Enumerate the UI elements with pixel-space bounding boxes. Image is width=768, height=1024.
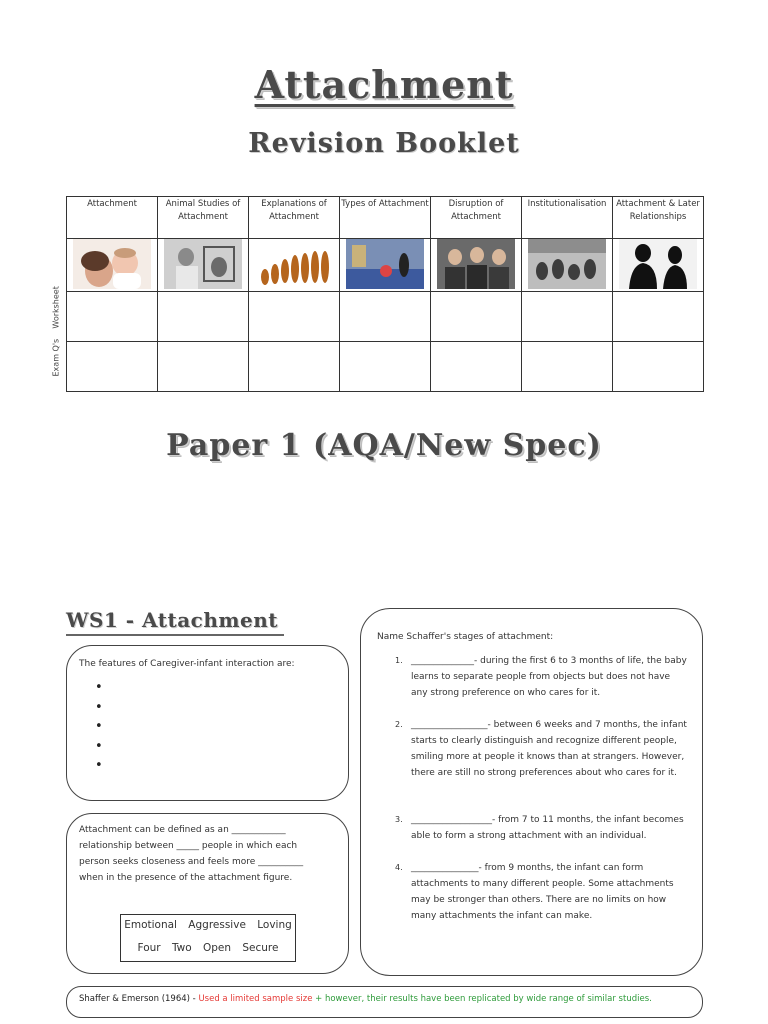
row-label-worksheet: Worksheet — [51, 286, 61, 329]
topic-header-institutionalisation: Institutionalisation — [522, 197, 613, 239]
worksheet-cell[interactable] — [431, 292, 522, 342]
topic-image-cell — [522, 239, 613, 292]
evaluation-study: Shaffer & Emerson (1964) - — [79, 994, 199, 1004]
schaffer-stages-box — [360, 608, 703, 976]
stages-label: Name Schaffer's stages of attachment: — [377, 632, 554, 642]
stage-number: 1. — [395, 656, 403, 665]
exam-question-cell[interactable] — [431, 342, 522, 392]
exam-question-cell[interactable] — [522, 342, 613, 392]
stage-number: 4. — [395, 863, 403, 872]
topic-header-attachment: Attachment — [67, 197, 158, 239]
exam-question-cell[interactable] — [613, 342, 704, 392]
mother-and-baby-photo-icon — [73, 239, 151, 289]
word-bank — [120, 914, 296, 962]
word-bank-row-1: Emotional Aggressive Loving — [124, 919, 292, 931]
bullet-item[interactable]: • — [95, 699, 103, 715]
worksheet-cell[interactable] — [613, 292, 704, 342]
row-label-exam: Exam Q's — [51, 338, 61, 377]
features-box — [66, 645, 349, 801]
evaluation-positive: however, their results have been replicated by wide range of similar studies. — [324, 994, 652, 1004]
topic-header-later-relationships: Attachment & Later Relationships — [613, 197, 704, 239]
topics-table — [66, 196, 704, 392]
evaluation-joiner: + — [312, 994, 325, 1004]
worksheet-cell[interactable] — [67, 292, 158, 342]
topic-image-cell — [431, 239, 522, 292]
arguing-couple-silhouette-photo-icon — [619, 239, 697, 289]
worksheet-cell[interactable] — [249, 292, 340, 342]
bullet-item[interactable]: • — [95, 738, 103, 754]
worksheet-cell[interactable] — [340, 292, 431, 342]
bullet-item[interactable]: • — [95, 680, 103, 695]
orphanage-children-photo-icon — [528, 239, 606, 289]
paper-title: Paper 1 (AQA/New Spec) — [166, 428, 602, 463]
topic-header-animal-studies: Animal Studies of Attachment — [158, 197, 249, 239]
bullet-item[interactable]: • — [95, 719, 103, 734]
exam-question-cell[interactable] — [249, 342, 340, 392]
stage-text: _______________- from 9 months, the infant can form attachments to many different people. Some attachments may be stronger than others. There are no limits on how many attachments the infant can make. — [411, 863, 674, 921]
definition-box — [66, 813, 349, 974]
evolution-of-man-photo-icon — [255, 239, 333, 289]
evaluation-negative: Used a limited sample size — [198, 994, 313, 1004]
booklet-title: Attachment — [254, 62, 514, 107]
worksheet-title: WS1 - Attachment — [66, 608, 284, 636]
topic-image-cell — [340, 239, 431, 292]
topic-image-cell — [67, 239, 158, 292]
topic-header-explanations: Explanations of Attachment — [249, 197, 340, 239]
features-label: The features of Caregiver-infant interaction are: — [79, 659, 295, 669]
bullet-item[interactable]: • — [95, 758, 103, 773]
topic-image-cell — [249, 239, 340, 292]
definition-text: Attachment can be defined as an ____________ relationship between _____ people in which each person seeks closeness and feels more __________ when in the presence of the attachment figure. — [79, 825, 304, 883]
stage-text: __________________- from 7 to 11 months, the infant becomes able to form a strong attachment with an individual. — [411, 815, 684, 841]
exam-question-cell[interactable] — [67, 342, 158, 392]
strange-situation-room-photo-icon — [346, 239, 424, 289]
three-young-men-photo-icon — [437, 239, 515, 289]
stage-number: 2. — [395, 720, 403, 729]
topic-header-types: Types of Attachment — [340, 197, 431, 239]
stage-number: 3. — [395, 815, 403, 824]
topic-header-disruption: Disruption of Attachment — [431, 197, 522, 239]
evaluation-text — [79, 994, 652, 1004]
stage-text: ______________- during the first 6 to 3 months of life, the baby learns to separate people from objects but does not have any strong preference on who cares for it. — [411, 656, 687, 698]
stage-text: _________________- between 6 weeks and 7 months, the infant starts to clearly distinguish and recognize different people, smiling more at people it knows than at strangers. However, there are still no strong preferences about who cares for it. — [411, 720, 687, 778]
topic-image-cell — [158, 239, 249, 292]
exam-question-cell[interactable] — [340, 342, 431, 392]
booklet-subtitle: Revision Booklet — [248, 128, 520, 159]
exam-question-cell[interactable] — [158, 342, 249, 392]
worksheet-cell[interactable] — [158, 292, 249, 342]
topic-image-cell — [613, 239, 704, 292]
row-labels — [51, 286, 61, 377]
scientist-with-monkey-photo-icon — [164, 239, 242, 289]
worksheet-cell[interactable] — [522, 292, 613, 342]
word-bank-row-2: Four Two Open Secure — [137, 942, 279, 954]
evaluation-footer — [66, 986, 703, 1018]
features-bullet-list — [95, 678, 103, 776]
